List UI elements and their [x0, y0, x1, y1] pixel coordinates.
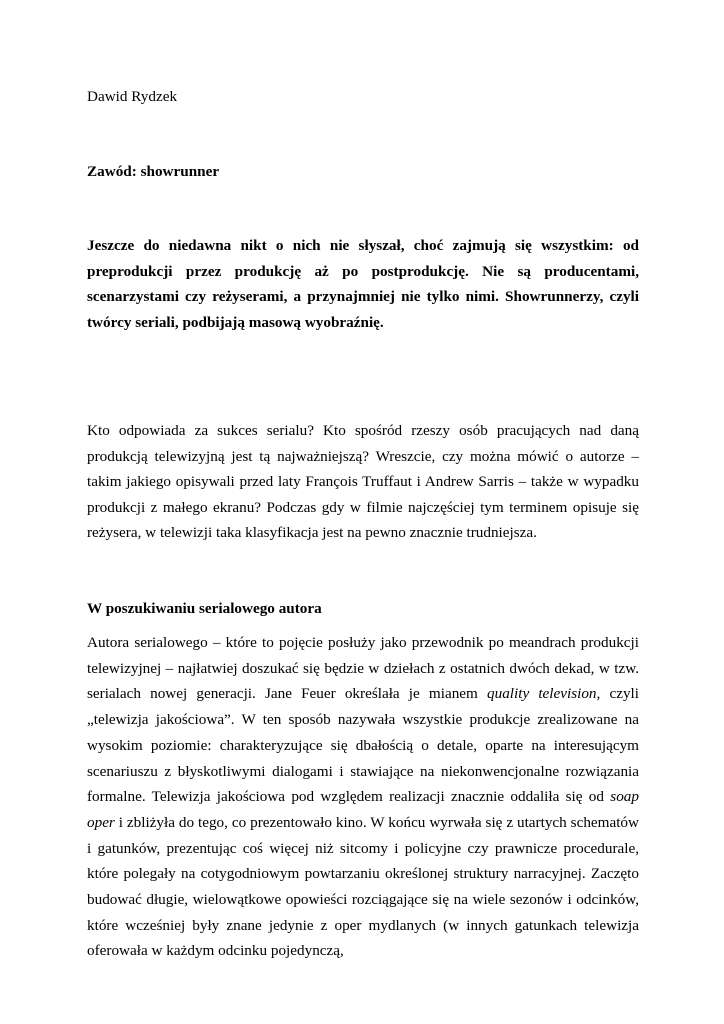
body-paragraph-1: Kto odpowiada za sukces serialu? Kto spośród rzeszy osób pracujących nad daną produkcją telewizyjną jest tą najważniejszą? Wreszcie, czy można mówić o autorze – takim jakiego opisywali przed laty François Truffaut i Andrew Sarris – także w wypadku produkcji z małego ekranu? Podczas gdy w filmie najczęściej tym terminem opisuje się reżysera, w telewizji taka klasyfikacja jest na pewno znacznie trudniejsza.: [87, 422, 639, 542]
lead-paragraph: Jeszcze do niedawna nikt o nich nie słyszał, choć zajmują się wszystkim: od preprodukcji przez produkcję aż po postprodukcję. Nie są producentami, scenarzystami czy reżyserami, a przynajmniej nie tylko nimi. Showrunnerzy, czyli twórcy seriali, podbijają masową wyobraźnię.: [87, 237, 639, 332]
author-name: Dawid Rydzek: [87, 88, 178, 105]
italic-term-quality-television: quality television: [487, 685, 597, 703]
paragraph-2-text-part-2: , czyli „telewizja jakościowa”. W ten sposób nazywała wszystkie produkcje zrealizowane na wysokim poziomie: charakteryzujące się dbałością o detale, oparte na interesującym scenariuszu z błyskotliwymi dialogami i stawiające na niekonwencjonalne rozwiązania formalne. Telewizja jakościowa pod względem realizacji znacznie oddaliła się od: [87, 685, 639, 806]
paragraph-2-text-part-1: Autora serialowego – które to pojęcie posłuży jako przewodnik po meandrach produkcji telewizyjnej – najłatwiej doszukać się będzie w dziełach z ostatnich dwóch dekad, w tzw. serialach nowej generacji. Jane Feuer określała je mianem: [87, 634, 639, 703]
paragraph-2-text-part-3: i zbliżyła do tego, co prezentowało kino. W końcu wyrwała się z utartych schematów i gatunków, prezentując coś więcej niż sitcomy i policyjne czy prawnicze procedurale, które polegały na cotygodniowym powtarzaniu określonej struktury narracyjnej. Zaczęto budować długie, wielowątkowe opowieści rozciągające się na wiele sezonów i odcinków, które wcześniej były znane jedynie z oper mydlanych (w innych gatunkach telewizja oferowała w każdym odcinku pojedynczą,: [87, 813, 639, 960]
italic-term-soap-oper: soap oper: [87, 788, 639, 831]
section-heading: W poszukiwaniu serialowego autora: [87, 600, 322, 617]
body-paragraph-2: [87, 630, 639, 964]
article-title: Zawód: showrunner: [87, 163, 220, 180]
